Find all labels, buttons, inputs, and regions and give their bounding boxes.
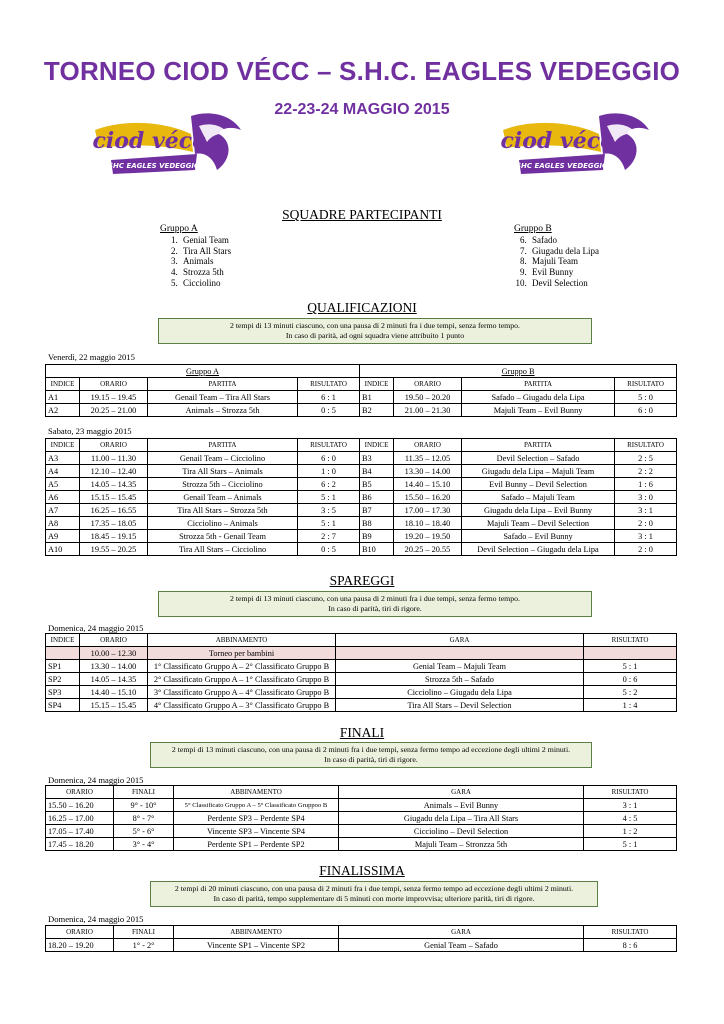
group-b-header: Gruppo B <box>360 365 677 378</box>
finalissima-rules-note <box>150 881 598 907</box>
date-label: Domenica, 24 maggio 2015 <box>48 914 144 924</box>
qualificazioni-rules-note <box>158 318 592 344</box>
table-row <box>46 838 677 851</box>
match-index: B10 <box>360 543 394 556</box>
list-item: 9. Evil Bunny <box>529 267 599 278</box>
match-time: 17.05 – 17.40 <box>46 825 114 838</box>
match-index: A6 <box>46 491 80 504</box>
match-teams: Genial Team – Majuli Team <box>336 660 584 673</box>
placement: 9° - 10° <box>114 799 174 812</box>
column-header: ORARIO <box>80 439 148 452</box>
list-item: 4. Strozza 5th <box>180 267 231 278</box>
column-header: PARTITA <box>148 439 298 452</box>
match-index: B3 <box>360 452 394 465</box>
date-label: Domenica, 24 maggio 2015 <box>48 623 144 633</box>
table-row <box>46 478 677 491</box>
match-time: 15.15 – 15.45 <box>80 491 148 504</box>
match-time: 11.00 – 11.30 <box>80 452 148 465</box>
column-header: ABBINAMENTO <box>174 926 339 939</box>
match-score: 3 : 1 <box>615 504 677 517</box>
match-index: B1 <box>360 391 394 404</box>
match-time: 20.25 – 20.55 <box>394 543 462 556</box>
table-row <box>46 530 677 543</box>
match-time: 11.35 – 12.05 <box>394 452 462 465</box>
table-row <box>46 673 677 686</box>
list-item: 1. Genial Team <box>180 235 231 246</box>
match-score: 2 : 5 <box>615 452 677 465</box>
list-item: 6. Safado <box>529 235 599 246</box>
column-header: ABBINAMENTO <box>174 786 339 799</box>
list-item: 8. Majuli Team <box>529 256 599 267</box>
match-teams: Strozza 5th – Cicciolino <box>148 478 298 491</box>
column-header: GARA <box>336 634 584 647</box>
placement: 3° - 4° <box>114 838 174 851</box>
match-teams: Tira All Stars – Cicciolino <box>148 543 298 556</box>
column-header: ABBINAMENTO <box>148 634 336 647</box>
match-score <box>584 647 677 660</box>
match-score: 5 : 0 <box>615 391 677 404</box>
list-item: 3. Animals <box>180 256 231 267</box>
spareggi-table <box>45 633 677 712</box>
match-pairing: Vincente SP3 – Vincente SP4 <box>174 825 339 838</box>
match-teams: Safado – Giugadu dela Lipa <box>462 391 615 404</box>
match-index: B2 <box>360 404 394 417</box>
match-index: A1 <box>46 391 80 404</box>
match-index: B5 <box>360 478 394 491</box>
group-a-list <box>160 224 231 289</box>
match-score: 5 : 1 <box>298 491 360 504</box>
note-line: In caso di parità, tiri di rigore. <box>324 755 418 764</box>
match-pairing: 5° Classificato Gruppo A – 5° Classificato Gruppoo B <box>174 799 339 812</box>
note-line: In caso di parità, tempo supplementare di 5 minuti con morte improvvisa; ulteriore parità, tiri di rigore. <box>213 894 535 903</box>
table-header-row <box>46 786 677 799</box>
match-time: 17.45 – 18.20 <box>46 838 114 851</box>
table-row <box>46 660 677 673</box>
match-pairing: 1° Classificato Gruppo A – 2° Classificato Gruppo B <box>148 660 336 673</box>
list-item: 5. Cicciolino <box>180 278 231 289</box>
match-score: 2 : 0 <box>615 543 677 556</box>
match-time: 19.20 – 19.50 <box>394 530 462 543</box>
note-line: 2 tempi di 13 minuti ciascuno, con una pausa di 2 minuti fra i due tempi, senza fermo tempo. <box>230 594 520 603</box>
column-header: RISULTATO <box>298 439 360 452</box>
column-header: ORARIO <box>80 634 148 647</box>
match-time: 21.00 – 21.30 <box>394 404 462 417</box>
group-a-title: Gruppo A <box>160 224 198 234</box>
match-teams: Safado – Evil Bunny <box>462 530 615 543</box>
match-score: 3 : 1 <box>615 530 677 543</box>
list-item: 2. Tira All Stars <box>180 246 231 257</box>
match-time: 19.15 – 19.45 <box>80 391 148 404</box>
match-teams: Genail Team – Animals <box>148 491 298 504</box>
match-teams: Strozza 5th - Genail Team <box>148 530 298 543</box>
match-teams: Genail Team – Cicciolino <box>148 452 298 465</box>
note-line: 2 tempi di 20 minuti ciascuno, con una pausa di 2 minuti fra i due tempi, senza fermo tempo ad eccezione degli ultimi 2 minuti. <box>174 884 574 893</box>
match-score: 3 : 1 <box>584 799 677 812</box>
match-time: 18.10 – 18.40 <box>394 517 462 530</box>
table-row <box>46 812 677 825</box>
match-time: 13.30 – 14.00 <box>394 465 462 478</box>
match-time: 14.40 – 15.10 <box>80 686 148 699</box>
table-row <box>46 517 677 530</box>
match-score: 2 : 2 <box>615 465 677 478</box>
column-header: PARTITA <box>462 439 615 452</box>
match-pairing: Torneo per bambini <box>148 647 336 660</box>
match-teams: Majuli Team – Devil Selection <box>462 517 615 530</box>
match-time: 12.10 – 12.40 <box>80 465 148 478</box>
match-teams: Giugadu dela Lipa – Tira All Stars <box>339 812 584 825</box>
match-teams: Cicciolino – Animals <box>148 517 298 530</box>
eagle-logo-right <box>499 108 651 188</box>
table-row <box>46 404 677 417</box>
page-title: TORNEO CIOD VÉCC – S.H.C. EAGLES VEDEGGIO <box>43 56 681 86</box>
match-time: 14.05 – 14.35 <box>80 478 148 491</box>
match-index: SP3 <box>46 686 80 699</box>
finali-rules-note <box>150 742 592 768</box>
match-teams <box>336 647 584 660</box>
column-header: INDICE <box>46 634 80 647</box>
match-score: 0 : 6 <box>584 673 677 686</box>
match-index: B7 <box>360 504 394 517</box>
qualificazioni-day1-table <box>45 364 677 417</box>
column-header: RISULTATO <box>584 926 677 939</box>
table-group-row <box>46 365 677 378</box>
match-teams: Tira All Stars – Strozza 5th <box>148 504 298 517</box>
table-row <box>46 465 677 478</box>
match-time: 16.25 – 16.55 <box>80 504 148 517</box>
match-teams: Devil Selection – Safado <box>462 452 615 465</box>
column-header: RISULTATO <box>615 439 677 452</box>
column-header: ORARIO <box>394 439 462 452</box>
match-teams: Animals – Evil Bunny <box>339 799 584 812</box>
table-row <box>46 699 677 712</box>
note-line: 2 tempi di 13 minuti ciascuno, con una pausa di 2 minuti fra i due tempi, senza fermo tempo. <box>230 321 520 330</box>
table-header-row <box>46 634 677 647</box>
match-index <box>46 647 80 660</box>
match-score: 6 : 2 <box>298 478 360 491</box>
finali-table <box>45 785 677 851</box>
column-header: PARTITA <box>148 378 298 391</box>
match-teams: Tira All Stars – Devil Selection <box>336 699 584 712</box>
list-item: 10. Devil Selection <box>529 278 599 289</box>
match-score: 0 : 5 <box>298 543 360 556</box>
match-teams: Majuli Team – Evil Bunny <box>462 404 615 417</box>
column-header: RISULTATO <box>584 786 677 799</box>
section-title-qualificazioni: QUALIFICAZIONI <box>307 300 417 315</box>
match-time: 10.00 – 12.30 <box>80 647 148 660</box>
match-time: 14.40 – 15.10 <box>394 478 462 491</box>
match-time: 13.30 – 14.00 <box>80 660 148 673</box>
match-score: 1 : 0 <box>298 465 360 478</box>
match-teams: Cicciolino – Devil Selection <box>339 825 584 838</box>
match-index: A4 <box>46 465 80 478</box>
match-score: 5 : 2 <box>584 686 677 699</box>
table-row <box>46 939 677 952</box>
section-title-squadre: SQUADRE PARTECIPANTI <box>282 207 442 222</box>
date-label: Venerdì, 22 maggio 2015 <box>48 352 135 362</box>
table-row <box>46 391 677 404</box>
column-header: ORARIO <box>394 378 462 391</box>
match-time: 20.25 – 21.00 <box>80 404 148 417</box>
match-score: 5 : 1 <box>298 517 360 530</box>
table-header-row <box>46 926 677 939</box>
section-title-finali: FINALI <box>339 725 385 740</box>
match-index: A9 <box>46 530 80 543</box>
eagle-logo-left <box>91 108 243 188</box>
match-score: 3 : 5 <box>298 504 360 517</box>
placement: 5° - 6° <box>114 825 174 838</box>
list-item: 7. Giugadu dela Lipa <box>529 246 599 257</box>
match-teams: Tira All Stars – Animals <box>148 465 298 478</box>
match-teams: Strozza 5th – Safado <box>336 673 584 686</box>
column-header: ORARIO <box>46 786 114 799</box>
match-time: 19.55 – 20.25 <box>80 543 148 556</box>
group-b-list <box>509 224 599 289</box>
table-row <box>46 504 677 517</box>
match-pairing: Perdente SP3 – Perdente SP4 <box>174 812 339 825</box>
match-score: 0 : 5 <box>298 404 360 417</box>
table-header-row <box>46 439 677 452</box>
match-score: 1 : 2 <box>584 825 677 838</box>
match-index: A5 <box>46 478 80 491</box>
table-row <box>46 491 677 504</box>
column-header: FINALI <box>114 926 174 939</box>
note-line: In caso di parità, ad ogni squadra viene attribuito 1 punto <box>285 331 465 340</box>
table-row <box>46 825 677 838</box>
match-index: A8 <box>46 517 80 530</box>
note-line: 2 tempi di 13 minuti ciascuno, con una pausa di 2 minuti fra i due tempi, senza fermo tempo ad eccezione degli ultimi 2 minuti. <box>171 745 571 754</box>
match-teams: Giugadu dela Lipa – Evil Bunny <box>462 504 615 517</box>
column-header: FINALI <box>114 786 174 799</box>
match-index: SP4 <box>46 699 80 712</box>
placement: 1° - 2° <box>114 939 174 952</box>
match-score: 1 : 6 <box>615 478 677 491</box>
column-header: GARA <box>339 786 584 799</box>
column-header: ORARIO <box>80 378 148 391</box>
column-header: PARTITA <box>462 378 615 391</box>
table-row <box>46 647 677 660</box>
qualificazioni-day2-table <box>45 438 677 556</box>
column-header: INDICE <box>46 439 80 452</box>
match-score: 6 : 1 <box>298 391 360 404</box>
logo-text: ciod vécc <box>500 128 614 154</box>
date-label: Sabato, 23 maggio 2015 <box>48 426 132 436</box>
match-score: 5 : 1 <box>584 660 677 673</box>
column-header: RISULTATO <box>615 378 677 391</box>
match-index: B9 <box>360 530 394 543</box>
spareggi-rules-note <box>158 591 592 617</box>
match-score: 5 : 1 <box>584 838 677 851</box>
match-index: B4 <box>360 465 394 478</box>
match-index: SP1 <box>46 660 80 673</box>
placement: 8° - 7° <box>114 812 174 825</box>
match-pairing: 4° Classificato Gruppo A – 3° Classificato Gruppo B <box>148 699 336 712</box>
match-teams: Cicciolino – Giugadu dela Lipa <box>336 686 584 699</box>
match-index: A3 <box>46 452 80 465</box>
match-time: 16.25 – 17.00 <box>46 812 114 825</box>
match-index: A2 <box>46 404 80 417</box>
match-pairing: Perdente SP1 – Perdente SP2 <box>174 838 339 851</box>
match-score: 4 : 5 <box>584 812 677 825</box>
match-time: 19.50 – 20.20 <box>394 391 462 404</box>
table-header-row <box>46 378 677 391</box>
column-header: ORARIO <box>46 926 114 939</box>
match-index: A10 <box>46 543 80 556</box>
table-row <box>46 799 677 812</box>
note-line: In caso di parità, tiri di rigore. <box>328 604 422 613</box>
match-teams: Majuli Team – Stronzza 5th <box>339 838 584 851</box>
column-header: INDICE <box>360 378 394 391</box>
table-row <box>46 452 677 465</box>
match-teams: Genial Team – Safado <box>339 939 584 952</box>
column-header: GARA <box>339 926 584 939</box>
date-label: Domenica, 24 maggio 2015 <box>48 775 144 785</box>
logo-banner: SHC EAGLES VEDEGGIO <box>516 162 608 170</box>
match-pairing: 3° Classificato Gruppo A – 4° Classificato Gruppo B <box>148 686 336 699</box>
match-score: 2 : 0 <box>615 517 677 530</box>
match-score: 8 : 6 <box>584 939 677 952</box>
logo-text: ciod vécc <box>92 128 206 154</box>
match-time: 17.00 – 17.30 <box>394 504 462 517</box>
match-teams: Evil Bunny – Devil Selection <box>462 478 615 491</box>
column-header: INDICE <box>46 378 80 391</box>
table-row <box>46 543 677 556</box>
column-header: RISULTATO <box>298 378 360 391</box>
group-b-title: Gruppo B <box>514 224 552 234</box>
match-time: 15.50 – 16.20 <box>46 799 114 812</box>
match-index: B6 <box>360 491 394 504</box>
match-index: B8 <box>360 517 394 530</box>
match-score: 6 : 0 <box>615 404 677 417</box>
match-teams: Safado – Majuli Team <box>462 491 615 504</box>
group-a-header: Gruppo A <box>46 365 360 378</box>
tournament-dates: 22-23-24 MAGGIO 2015 <box>274 101 450 118</box>
match-score: 6 : 0 <box>298 452 360 465</box>
section-title-spareggi: SPAREGGI <box>329 573 395 588</box>
match-teams: Giugadu dela Lipa – Majuli Team <box>462 465 615 478</box>
match-time: 15.50 – 16.20 <box>394 491 462 504</box>
match-pairing: 2° Classificato Gruppo A – 1° Classificato Gruppo B <box>148 673 336 686</box>
match-score: 1 : 4 <box>584 699 677 712</box>
table-row <box>46 686 677 699</box>
finalissima-table <box>45 925 677 952</box>
match-pairing: Vincente SP1 – Vincente SP2 <box>174 939 339 952</box>
match-time: 15.15 – 15.45 <box>80 699 148 712</box>
match-teams: Devil Selection – Giugadu dela Lipa <box>462 543 615 556</box>
column-header: RISULTATO <box>584 634 677 647</box>
match-time: 17.35 – 18.05 <box>80 517 148 530</box>
match-score: 2 : 7 <box>298 530 360 543</box>
match-teams: Genail Team – Tira All Stars <box>148 391 298 404</box>
section-title-finalissima: FINALISSIMA <box>319 863 405 878</box>
match-teams: Animals – Strozza 5th <box>148 404 298 417</box>
match-index: SP2 <box>46 673 80 686</box>
match-index: A7 <box>46 504 80 517</box>
match-time: 14.05 – 14.35 <box>80 673 148 686</box>
logo-banner: SHC EAGLES VEDEGGIO <box>108 162 200 170</box>
match-time: 18.45 – 19.15 <box>80 530 148 543</box>
match-score: 3 : 0 <box>615 491 677 504</box>
match-time: 18.20 – 19.20 <box>46 939 114 952</box>
column-header: INDICE <box>360 439 394 452</box>
